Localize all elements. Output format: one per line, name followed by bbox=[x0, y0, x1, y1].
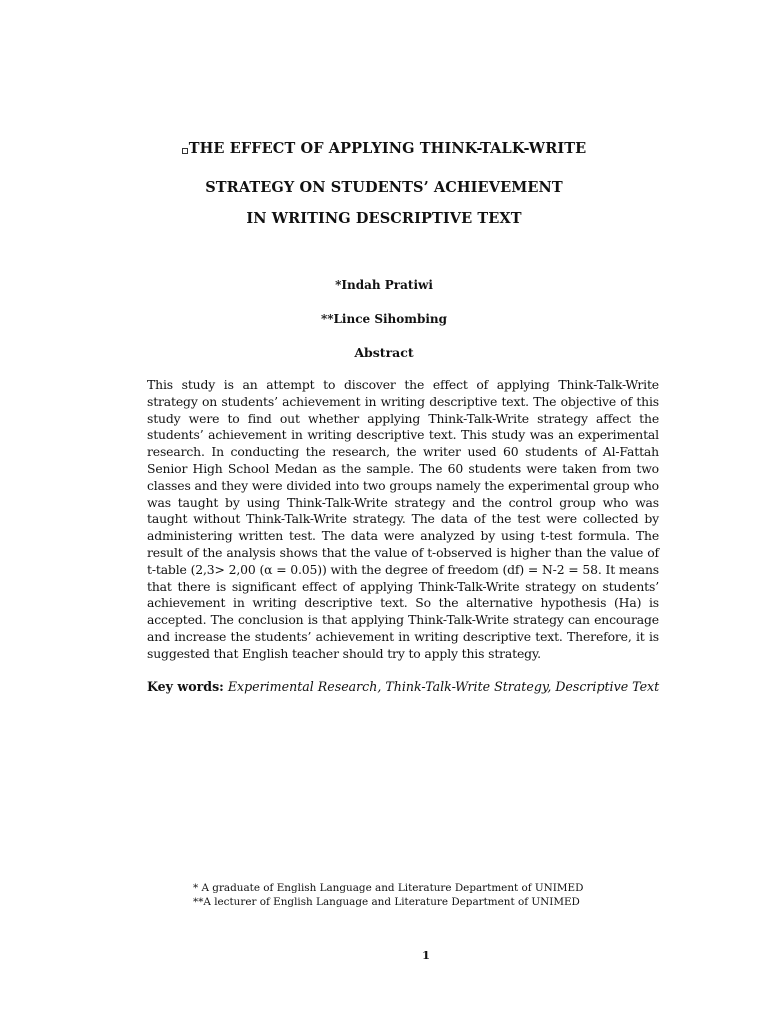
paper-title-line-1 bbox=[0, 140, 768, 157]
paper-title-line-2: STRATEGY ON STUDENTS’ ACHIEVEMENT bbox=[205, 179, 563, 196]
page-number: 1 bbox=[421, 948, 430, 962]
author-1: *Indah Pratiwi bbox=[335, 278, 433, 292]
keywords-label: Key words: bbox=[147, 679, 224, 694]
title-line-1-text: THE EFFECT OF APPLYING THINK-TALK-WRITE bbox=[188, 140, 587, 157]
footnote-2: **A lecturer of English Language and Literature Department of UNIMED bbox=[193, 895, 580, 908]
keywords bbox=[147, 679, 687, 694]
abstract-body: This study is an attempt to discover the effect of applying Think-Talk-Write strategy on students’ achievement in writing descriptive text. The objective of this study were to find out whether applying Think-Talk-Write strategy affect the students’ achievement in writing descriptive text. This study was an experimental research. In conducting the research, the writer used 60 students of Al-Fattah Senior High School Medan as the sample. The 60 students were taken from two classes and they were divided into two groups namely the experimental group who was taught by using Think-Talk-Write strategy and the control group who was taught without Think-Talk-Write strategy. The data of the test were collected by administering written test. The data were analyzed by using t-test formula. The result of the analysis shows that the value of t-observed is higher than the value of t-table (2,3> 2,00 (α = 0.05)) with the degree of freedom (df) = N-2 = 58. It means that there is significant effect of applying Think-Talk-Write strategy on students’ achievement in writing descriptive text. So the alternative hypothesis (Ha) is accepted. The conclusion is that applying Think-Talk-Write strategy can encourage and increase the students’ achievement in writing descriptive text. Therefore, it is suggested that English teacher should try to apply this strategy. bbox=[147, 377, 659, 661]
author-2: **Lince Sihombing bbox=[320, 312, 448, 326]
paper-title-line-3: IN WRITING DESCRIPTIVE TEXT bbox=[246, 210, 522, 227]
keywords-value: Experimental Research, Think-Talk-Write Strategy, Descriptive Text bbox=[227, 679, 660, 694]
abstract-heading: Abstract bbox=[354, 345, 414, 360]
footnote-1: * A graduate of English Language and Literature Department of UNIMED bbox=[193, 882, 584, 894]
footnote-anchor-icon bbox=[182, 148, 188, 154]
footnotes bbox=[193, 882, 613, 909]
